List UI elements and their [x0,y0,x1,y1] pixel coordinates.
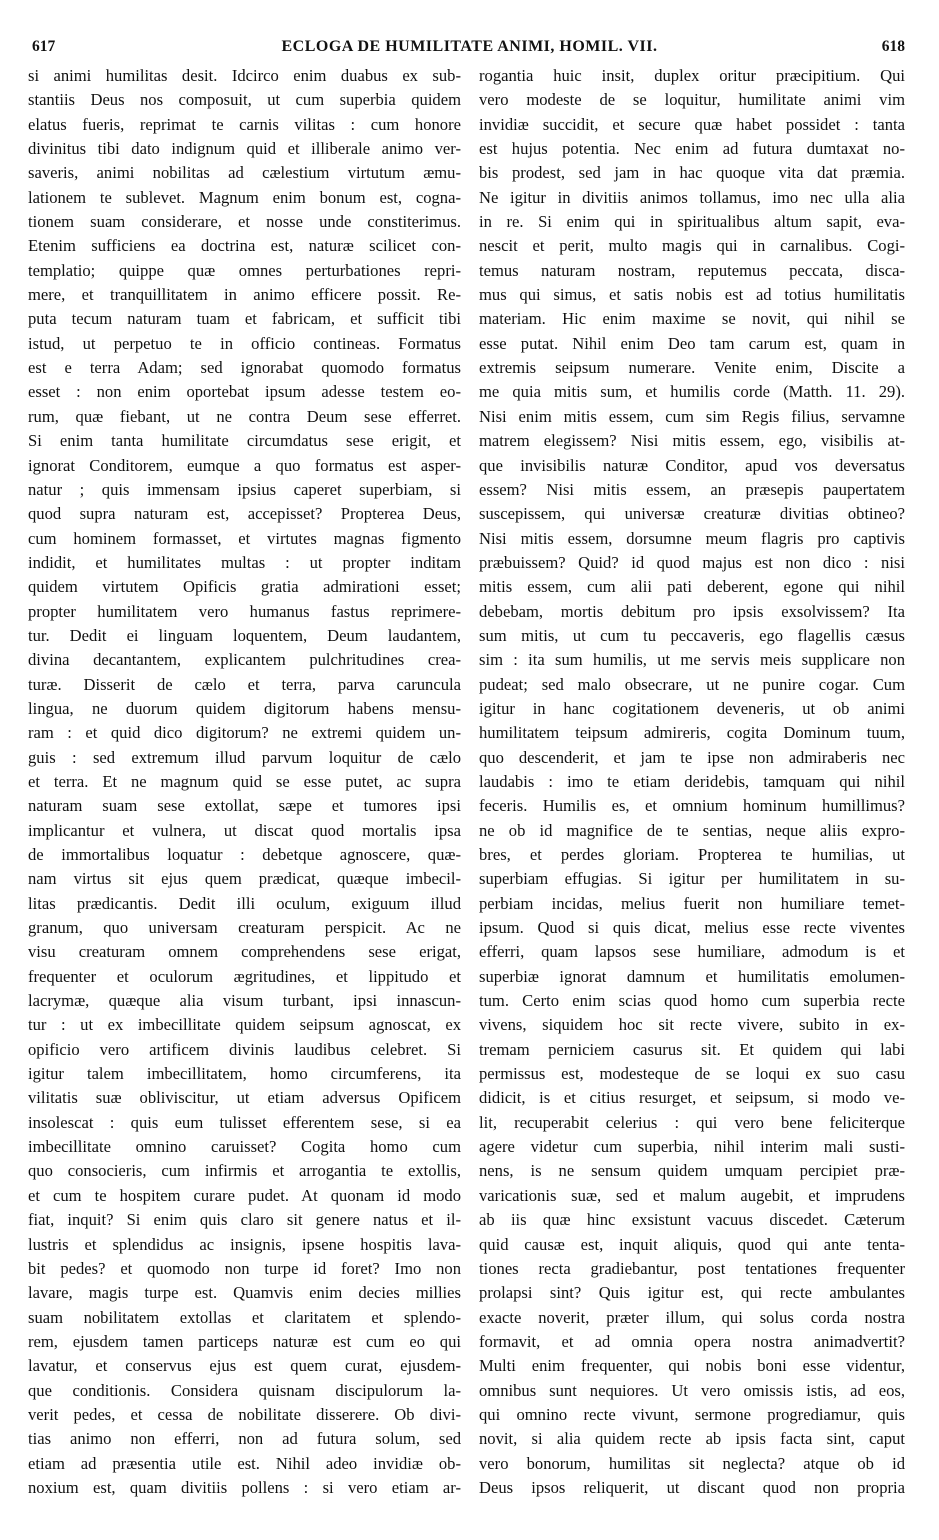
text-line: est hujus potentia. Nec enim ad futura dumtaxat no- [479,139,905,159]
text-line: litas prædicantis. Dedit illi oculum, exiguum illud [28,893,461,913]
text-line: igitur in hanc cogitationem deveneris, ut ob animi [479,698,905,718]
text-line: lustris et splendidus ac insignis, ipsene hospitis lava- [28,1234,461,1254]
text-line: Deus ipsos reliquerit, ut discant quod non propria [479,1477,905,1497]
text-line: superbiam effugias. Si igitur per humilitatem in su- [479,869,905,889]
text-column-right [479,64,905,1500]
text-line: rogantia huic insit, duplex oritur præcipitium. Qui [479,66,905,85]
text-line: esse putat. Nihil enim Deo tam carum est, quam in [479,333,905,353]
text-line: imbecillitate omnino caruisset? Cogita homo cum [28,1137,461,1157]
text-line: debebam, mortis debitum pro ipsis exsolvissem? Ita [479,601,905,621]
text-line: frequenter et oculorum ægritudines, et lippitudo et [28,966,461,986]
text-column-left [28,64,461,1500]
text-line: lacrymæ, quæque alia visum turbant, ipsi innascun- [28,991,461,1011]
text-line: in re. Si enim qui in spiritualibus altum sapit, eva- [479,212,905,232]
text-line: lit, recuperabit celerius : qui vero bene feliciterque [479,1112,905,1132]
text-line: suam nobilitatem extollas et claritatem et splendo- [28,1307,461,1327]
text-line: qui omnino recte vivunt, sermone progrediamur, quis [479,1404,905,1424]
text-line: elatus fueris, reprimat te carnis vilitas : cum honore [28,114,461,134]
text-line: granum, quo universam creaturam perspicit. Ac ne [28,918,461,938]
text-line: ipsum. Quod si quis dicat, melius esse recte viventes [479,918,905,938]
text-line: etiam ad præsentia utile est. Nihil adeo invidiæ ob- [28,1453,461,1473]
text-line: stantiis Deus nos composuit, ut cum superbia quidem [28,90,461,110]
text-line: esset : non enim oportebat ipsum adesse testem eo- [28,382,461,402]
text-line: naturam suam sese extollat, sæpe et tumores ipsi [28,796,461,816]
text-line: mitis essem, cum alii pati deberent, egone qui nihil [479,577,905,597]
text-line: ab iis quæ hinc exsistunt vacuus discedet. Cæterum [479,1210,905,1230]
text-line: Si enim tanta humilitate circumdatus sese erigit, et [28,431,461,451]
text-line: templatio; quippe quæ omnes perturbationes repri- [28,260,461,280]
text-line: efferri, quam lapsos sese humiliare, admodum is et [479,942,905,962]
text-line: bis prodest, sed jam in hac quoque vita dat præmia. [479,163,905,183]
text-line: tur. Dedit ei linguam loquentem, Deum laudantem, [28,625,461,645]
text-line: de immortalibus loquatur : debetque agnoscere, quæ- [28,845,461,864]
text-line: humilitatem teipsum admireris, cogita Dominum tuum, [479,723,905,743]
text-line: agere videtur cum superbia, nihil interim mali susti- [479,1137,905,1157]
text-line: tum. Certo enim scias quod homo cum superbia recte [479,991,905,1011]
text-line: omnibus sunt nequiores. Ut vero omissis istis, ad eos, [479,1380,905,1400]
text-line: igitur talem imbecillitatem, homo circumferens, ita [28,1064,461,1084]
text-line: mus qui simus, et satis nobis est ad totius humilitatis [479,285,905,305]
text-line: propter humilitatem vero humanus fastus reprimere- [28,601,461,621]
text-line: indidit, et humilitates multas : ut propter inditam [28,552,461,572]
text-line: ignorat Conditorem, eumque a quo formatus est asper- [28,455,461,475]
text-line: novit, si alia quidem recte ab ipsis facta sint, caput [479,1429,905,1449]
page-number-left: 617 [32,38,56,55]
text-line: ne ob id magnifice de te sentias, neque aliis expro- [479,820,905,840]
text-line: vivens, siquidem hoc sit recte vivere, subito in ex- [479,1015,905,1035]
text-line: perbiam incidas, melius fuerit non humiliare temet- [479,893,905,913]
text-line: lingua, ne duorum quidem digitorum habens mensu- [28,698,461,718]
text-line: exacte noverit, præter illum, qui solus corda nostra [479,1307,905,1327]
text-line: divina decantantem, explicantem pulchritudines crea- [28,650,461,670]
text-line: prolapsi sint? Quis igitur est, qui recte ambulantes [479,1283,905,1303]
text-line: tias animo non efferri, non ad futura solum, sed [28,1429,461,1449]
text-line: lationem te sublevet. Magnum enim bonum est, cogna- [28,187,461,207]
text-line: opificio vero artificem divinis laudibus celebret. Si [28,1039,461,1059]
text-line: matrem elegissem? Nisi mitis essem, ego, visibilis at- [479,431,905,451]
text-line: me quia mitis sum, et humilis corde (Matth. 11. 29). [479,382,905,402]
text-line: Multi enim frequenter, qui nobis boni esse videntur, [479,1356,905,1376]
text-line: quod supra naturam est, accepisset? Propterea Deus, [28,504,461,524]
text-line: tur : ut ex imbecillitate quidem seipsum agnoscat, ex [28,1015,461,1035]
text-line: invidiæ succidit, et secure quæ habet possidet : tanta [479,114,905,134]
text-line: fiat, inquit? Si enim quis claro sit genere natus et il- [28,1210,461,1230]
text-line: præbuissem? Quid? id quod majus est non dico : nisi [479,552,905,572]
text-line: mere, et tranquillitatem in animo efficere possit. Re- [28,285,461,305]
text-line: si animi humilitas desit. Idcirco enim duabus ex sub- [28,66,461,85]
text-line: guis : sed extremum illud parvum loquitur de cælo [28,747,461,767]
text-line: nens, is ne sensum quidem umquam percipiet præ- [479,1161,905,1181]
text-line: nam virtus sit ejus quem prædicat, quæque imbecil- [28,869,461,889]
text-line: extremis seipsum numerare. Venite enim, Discite a [479,358,905,378]
text-line: rum, quæ fiebant, ut ne contra Deum sese efferret. [28,406,461,426]
text-line: que invisibilis naturæ Conditor, apud vos deversatus [479,455,905,475]
text-line: visu creaturam omnem comprehendens sese erigat, [28,942,461,962]
text-line: superbiæ ignorat damnum et humilitatis emolumen- [479,966,905,986]
text-line: varicationis suæ, sed et malum augebit, et imprudens [479,1185,905,1205]
text-line: essem? Nisi mitis essem, an præsepis paupertatem [479,479,905,499]
text-line: cum hominem formasset, et virtutes magnas figmento [28,528,461,548]
running-title: ECLOGA DE HUMILITATE ANIMI, HOMIL. VII. [281,38,658,55]
text-line: formavit, et ad omnia opera nostra animadvertit? [479,1331,905,1351]
text-line: tiones recta gradiebantur, post tentationes frequenter [479,1258,905,1278]
running-header [24,38,915,60]
text-line: ram : et quid dico digitorum? ne extremi quidem un- [28,723,461,743]
text-line: suscepissem, qui universæ creaturæ divitias obtineo? [479,504,905,524]
text-line: quidem virtutem Opificis gratia admirationi esset; [28,577,461,597]
text-line: didicit, is et citius resurget, et seipsum, si modo ve- [479,1088,905,1108]
page-number-right: 618 [881,38,905,55]
text-line: bit pedes? et quomodo non turpe id foret? Imo non [28,1258,461,1278]
text-line: lavatur, et conservus ejus est quem curat, ejusdem- [28,1356,461,1376]
text-line: noxium est, quam divitiis pollens : si vero etiam ar- [28,1477,461,1497]
text-line: est e terra Adam; sed ignorabat quomodo formatus [28,358,461,378]
text-line: puta tecum naturam tuam et fabricam, et sufficit tibi [28,309,461,329]
text-line: bres, et perdes gloriam. Propterea te humilias, ut [479,845,905,864]
text-line: vilitatis suæ obliviscitur, ut etiam adversus Opificem [28,1088,461,1108]
text-line: vero bonorum, humilitas sit neglecta? atque ob id [479,1453,905,1473]
text-line: permissus est, modesteque de se loqui ex suo casu [479,1064,905,1084]
text-line: sum mitis, ut cum tu peccaveris, ego flagellis cæsus [479,625,905,645]
text-line: vero modeste de se loquitur, humilitate animi vim [479,90,905,110]
text-line: tremam perniciem casurus sit. Et quidem qui labi [479,1039,905,1059]
text-line: Nisi mitis essem, dorsumne meum flagris pro captivis [479,528,905,548]
text-line: et terra. Et ne magnum quid se esse putet, ac supra [28,771,461,791]
text-line: Etenim sufficiens ea doctrina est, naturæ scilicet con- [28,236,461,256]
text-line: temus naturam nostram, reputemus peccata, disca- [479,260,905,280]
text-line: nescit et perit, multo magis qui in carnalibus. Cogi- [479,236,905,256]
text-line: insolescat : quis eum tulisset efferentem sese, si ea [28,1112,461,1132]
text-line: feceris. Humilis es, et omnium hominum humillimus? [479,796,905,816]
text-line: laudabis : imo te etiam deridebis, tamquam qui nihil [479,771,905,791]
text-line: lavare, magis turpe est. Quamvis enim decies millies [28,1283,461,1303]
text-line: Ne igitur in divitiis animos tollamus, imo nec ulla alia [479,187,905,207]
text-line: sim : ita sum humilis, ut me servis meis supplicare non [479,650,905,670]
text-line: quid causæ est, inquit aliquis, quod qui ante tenta- [479,1234,905,1254]
text-line: quo descenderit, et jam te ipse non admiraberis nec [479,747,905,767]
text-line: divinitus tibi dato indignum quid et illiberale animo ver- [28,139,461,159]
text-line: tionem suam considerare, et nosse unde constiterimus. [28,212,461,232]
text-line: Nisi enim mitis essem, cum sim Regis filius, servamne [479,406,905,426]
text-line: implicantur et vulnera, ut discat quod mortalis ipsa [28,820,461,840]
text-line: verit pedes, et cessa de nobilitate disserere. Ob divi- [28,1404,461,1424]
text-line: turæ. Disserit de cælo et terra, parva caruncula [28,674,461,694]
text-line: natur ; quis immensam ipsius caperet superbiam, si [28,479,461,499]
text-line: et cum te hospitem curare pudet. At quonam id modo [28,1185,461,1205]
text-line: materiam. Hic enim maxime se novit, qui nihil se [479,309,905,329]
text-line: saveris, animi nobilitas ad cælestium virtutum æmu- [28,163,461,183]
text-line: rem, ejusdem tamen particeps naturæ est cum eo qui [28,1331,461,1351]
text-line: quo consocieris, cum infirmis et arrogantia te extollis, [28,1161,461,1181]
text-line: pudeat; sed malo obsecrare, ut ne punire cogar. Cum [479,674,905,694]
text-line: istud, ut perpetuo te in officio contineas. Formatus [28,333,461,353]
text-line: que conditionis. Considera quisnam discipulorum la- [28,1380,461,1400]
